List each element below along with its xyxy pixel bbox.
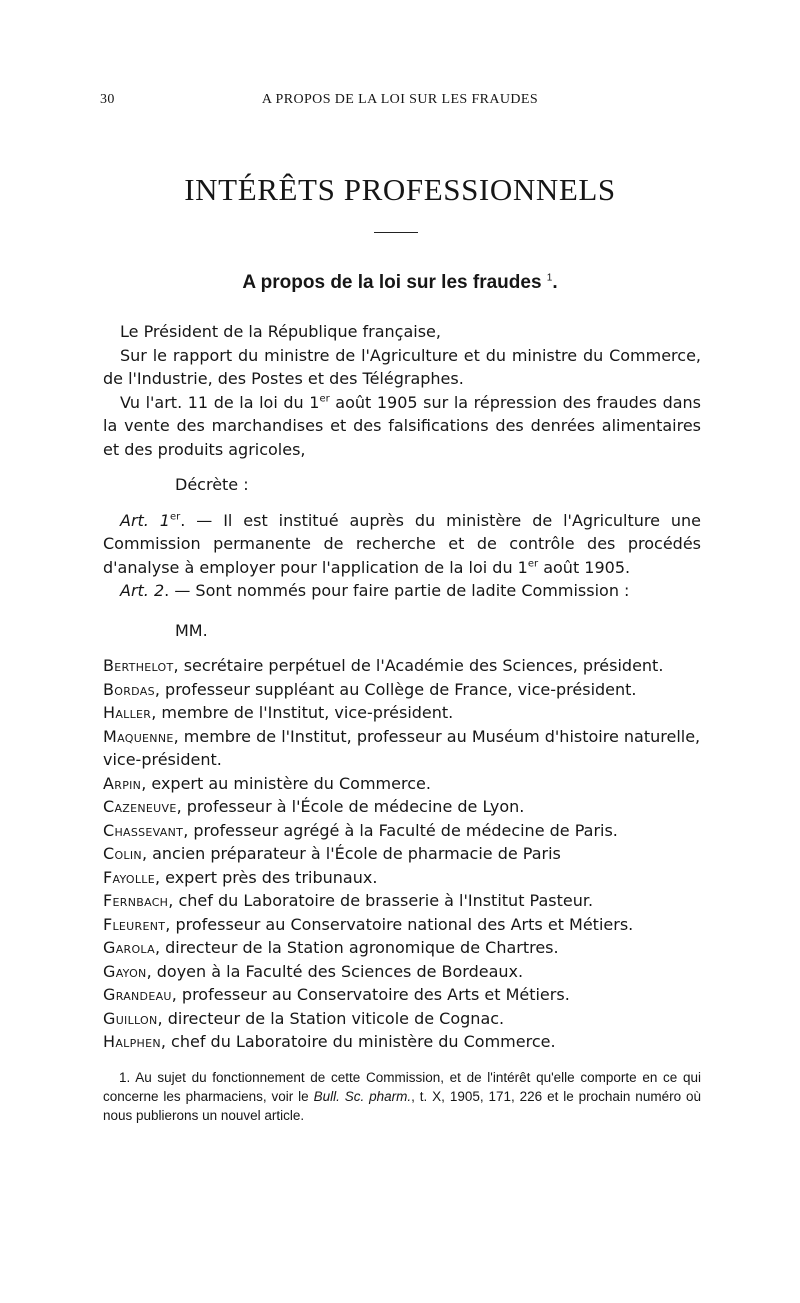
list-item <box>103 936 701 960</box>
article-2-text: . — Sont nommés pour faire partie de ladite Commission : <box>164 581 630 600</box>
member-role: , doyen à la Faculté des Sciences de Bordeaux. <box>146 961 524 981</box>
running-header <box>100 92 700 112</box>
list-item <box>103 983 701 1007</box>
member-name: Arpin <box>103 773 142 793</box>
member-role: , professeur au Conservatoire des Arts et Métiers. <box>171 985 570 1004</box>
member-role: , professeur suppléant au Collège de France, vice-président. <box>154 679 637 699</box>
member-name: Cazeneuve <box>103 797 177 816</box>
member-role: , professeur agrégé à la Faculté de médecine de Paris. <box>183 820 618 840</box>
list-item <box>103 795 701 819</box>
article-2-label: Art. 2 <box>120 581 165 600</box>
member-role: , expert au ministère du Commerce. <box>141 773 431 793</box>
member-name: Colin <box>103 844 142 863</box>
member-name: Guillon <box>103 1008 158 1028</box>
member-name: Maquenne <box>103 726 174 746</box>
list-item <box>103 960 701 984</box>
decree-label: Décrète : <box>175 475 249 494</box>
member-name: Fernbach <box>103 891 169 910</box>
list-item <box>103 1030 701 1054</box>
article-1-text-sup: er <box>527 558 539 570</box>
list-item <box>103 1007 701 1031</box>
preamble-vu-a: Vu l'art. 11 de la loi du 1 <box>120 392 320 412</box>
article-2 <box>103 579 701 603</box>
member-name: Gayon <box>103 961 147 981</box>
commission-members <box>103 654 701 1054</box>
member-role: , secrétaire perpétuel de l'Académie des Sciences, président. <box>173 656 664 675</box>
footnote-journal-ref: Bull. Sc. pharm. <box>313 1089 412 1104</box>
subtitle-text: A propos de la loi sur les fraudes <box>242 272 542 293</box>
subtitle-period: . <box>552 272 558 293</box>
preamble-president: Le Président de la République française, <box>120 322 441 341</box>
article-1-label-sup: er <box>170 511 181 523</box>
footnote-text-b: , t. X, 1905, 171, 226 et le prochain numéro où nous publierons un nouvel article. <box>103 1089 701 1123</box>
member-role: , chef du Laboratoire du ministère du Commerce. <box>160 1032 556 1051</box>
member-role: , directeur de la Station viticole de Cognac. <box>157 1008 505 1028</box>
subtitle-footnote-ref: 1 <box>546 272 553 284</box>
running-title: A PROPOS DE LA LOI SUR LES FRAUDES <box>261 92 539 107</box>
article-1-text-b: août 1905. <box>538 557 631 577</box>
member-name: Fleurent <box>103 914 166 934</box>
article-subtitle <box>100 272 700 294</box>
decree-body <box>103 320 701 1054</box>
list-item <box>103 889 701 913</box>
member-role: , membre de l'Institut, vice-président. <box>151 703 454 722</box>
member-role: , ancien préparateur à l'École de pharmacie de Paris <box>141 844 561 863</box>
list-item <box>103 725 701 772</box>
preamble-vu-sup: er <box>319 393 330 405</box>
page-number: 30 <box>100 92 115 107</box>
member-role: , directeur de la Station agronomique de Chartres. <box>154 938 559 957</box>
member-name: Chassevant <box>103 820 184 840</box>
preamble-rapport: Sur le rapport du ministre de l'Agriculture et du ministre du Commerce, de l'Industrie, des Postes et des Télégraphes. <box>103 345 701 388</box>
list-item <box>103 772 701 796</box>
footnotes <box>103 1068 701 1125</box>
section-title: INTÉRÊTS PROFESSIONNELS <box>184 172 616 207</box>
list-item <box>103 678 701 702</box>
footnote-1 <box>103 1068 701 1125</box>
member-name: Berthelot <box>103 656 174 675</box>
member-name: Halphen <box>103 1032 161 1051</box>
list-item <box>103 654 701 678</box>
member-name: Bordas <box>103 679 155 699</box>
list-item <box>103 701 701 725</box>
member-role: , professeur à l'École de médecine de Lyon. <box>176 797 525 816</box>
member-name: Grandeau <box>103 985 172 1004</box>
messieurs-label: MM. <box>175 620 208 640</box>
member-role: , chef du Laboratoire de brasserie à l'Institut Pasteur. <box>168 891 594 910</box>
footnote-text-a: 1. Au sujet du fonctionnement de cette Commission, et de l'intérêt qu'elle comporte en ce qui concerne les pharmaciens, voir le <box>103 1070 701 1104</box>
title-rule <box>374 232 418 233</box>
preamble-vu <box>103 391 701 462</box>
list-item <box>103 866 701 890</box>
member-name: Fayolle <box>103 867 155 887</box>
article-1-text-a: . — Il est institué auprès du ministère de l'Agriculture une Commission permanente de recherche et de contrôle des procédés d'analyse à employer pour l'application de la loi du 1 <box>103 510 701 577</box>
article-1-label: Art. 1 <box>120 510 170 530</box>
article-1 <box>103 509 701 580</box>
preamble-vu-b: août 1905 sur la répression des fraudes dans la vente des marchandises et des falsifications des denrées alimentaires et des produits agricoles, <box>103 392 702 459</box>
list-item <box>103 842 701 866</box>
member-role: , membre de l'Institut, professeur au Muséum d'histoire naturelle, vice-président. <box>103 726 701 769</box>
list-item <box>103 913 701 937</box>
member-role: , professeur au Conservatoire national des Arts et Métiers. <box>165 914 634 934</box>
member-name: Haller <box>103 703 152 722</box>
member-role: , expert près des tribunaux. <box>154 867 378 887</box>
member-name: Garola <box>103 938 155 957</box>
list-item <box>103 819 701 843</box>
